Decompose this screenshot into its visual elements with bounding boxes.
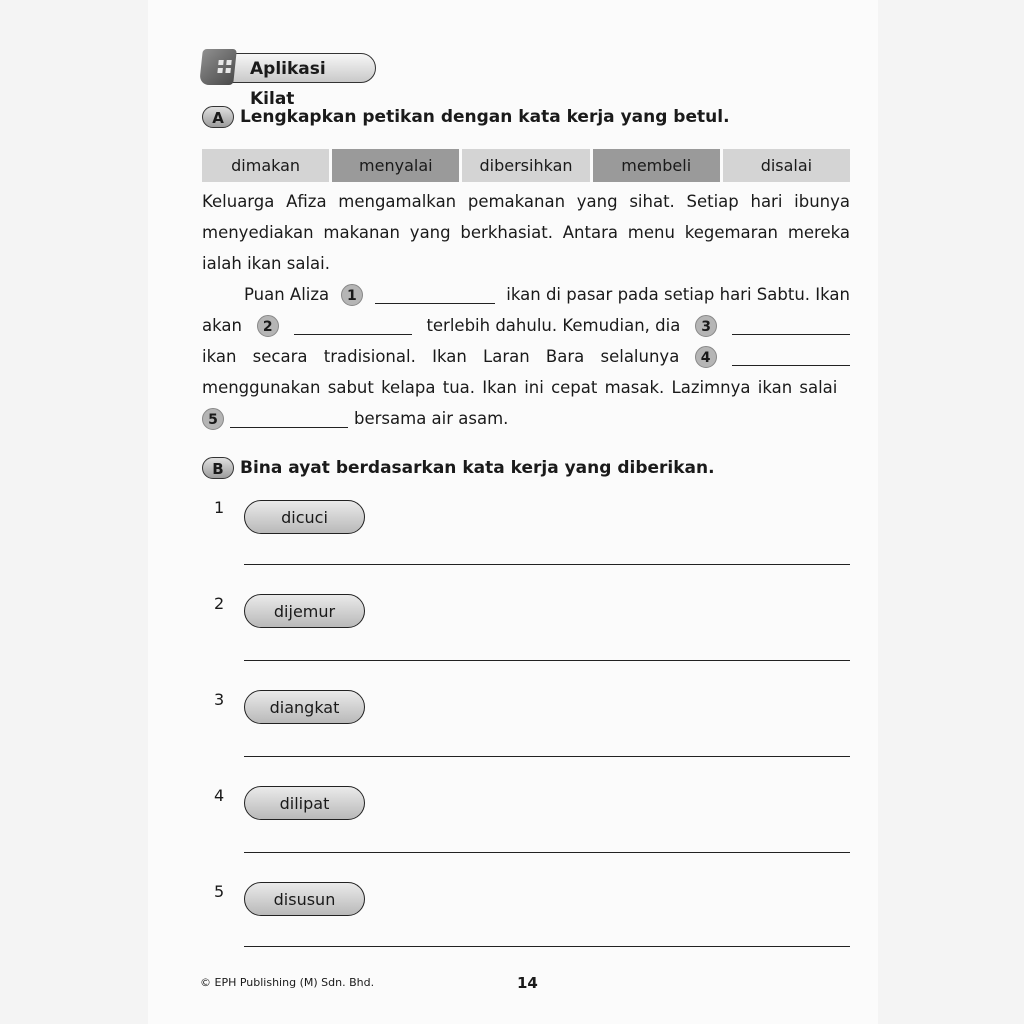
passage-text: Puan Aliza <box>244 285 330 304</box>
blank-number: 3 <box>695 315 717 337</box>
answer-blank[interactable] <box>294 316 412 335</box>
section-b-instruction: Bina ayat berdasarkan kata kerja yang diberikan. <box>240 458 715 478</box>
passage-text: bersama air asam. <box>354 409 509 428</box>
answer-line[interactable] <box>244 564 850 565</box>
answer-line[interactable] <box>244 946 850 947</box>
word-bank <box>202 149 850 182</box>
passage-text: terlebih dahulu. Kemudian, dia <box>426 316 681 335</box>
answer-blank[interactable] <box>732 316 850 335</box>
copyright-notice: © EPH Publishing (M) Sdn. Bhd. <box>200 976 375 989</box>
answer-blank[interactable] <box>732 347 850 366</box>
word-bank-item: membeli <box>593 149 723 182</box>
verb-pill: dilipat <box>244 786 365 820</box>
section-a-instruction: Lengkapkan petikan dengan kata kerja yang betul. <box>240 107 730 127</box>
section-b-badge: B <box>202 457 234 479</box>
section-header <box>203 53 376 109</box>
passage-text: akan <box>202 316 242 335</box>
word-bank-item: dimakan <box>202 149 332 182</box>
blank-number: 5 <box>202 408 224 430</box>
verb-pill: disusun <box>244 882 365 916</box>
question-number: 1 <box>214 498 225 517</box>
blank-number: 1 <box>341 284 363 306</box>
book-icon <box>199 49 237 85</box>
answer-blank[interactable] <box>375 285 495 304</box>
section-b-heading <box>202 457 715 479</box>
answer-line[interactable] <box>244 660 850 661</box>
question-number: 5 <box>214 882 225 901</box>
question-number: 4 <box>214 786 225 805</box>
passage-intro: Keluarga Afiza mengamalkan pemakanan yang sihat. Setiap hari ibunya menyediakan makanan yang berkhasiat. Antara menu kegemaran mereka ialah ikan salai. <box>202 192 850 273</box>
verb-pill: dicuci <box>244 500 365 534</box>
answer-line[interactable] <box>244 756 850 757</box>
section-a-heading <box>202 106 730 128</box>
passage-line-4 <box>202 372 850 403</box>
word-bank-item: dibersihkan <box>462 149 592 182</box>
word-bank-item: menyalai <box>332 149 462 182</box>
blank-number: 2 <box>257 315 279 337</box>
verb-pill: dijemur <box>244 594 365 628</box>
passage-line-1 <box>244 279 850 310</box>
passage-line-5 <box>202 403 850 434</box>
answer-blank[interactable] <box>230 409 348 428</box>
blank-number: 4 <box>695 346 717 368</box>
section-header-title: Aplikasi Kilat <box>250 59 326 109</box>
question-number: 2 <box>214 594 225 613</box>
passage-text: ikan secara tradisional. Ikan Laran Bara selalunya <box>202 347 680 366</box>
question-number: 3 <box>214 690 225 709</box>
word-bank-item: disalai <box>723 149 850 182</box>
passage-line-3 <box>202 341 850 372</box>
answer-line[interactable] <box>244 852 850 853</box>
page-number: 14 <box>517 974 538 992</box>
passage-text: menggunakan sabut kelapa tua. Ikan ini cepat masak. Lazimnya ikan salai <box>202 378 838 397</box>
passage-text: ikan di pasar pada setiap hari Sabtu. Ikan <box>506 285 850 304</box>
passage-line-2 <box>202 310 850 341</box>
verb-pill: diangkat <box>244 690 365 724</box>
section-a-badge: A <box>202 106 234 128</box>
